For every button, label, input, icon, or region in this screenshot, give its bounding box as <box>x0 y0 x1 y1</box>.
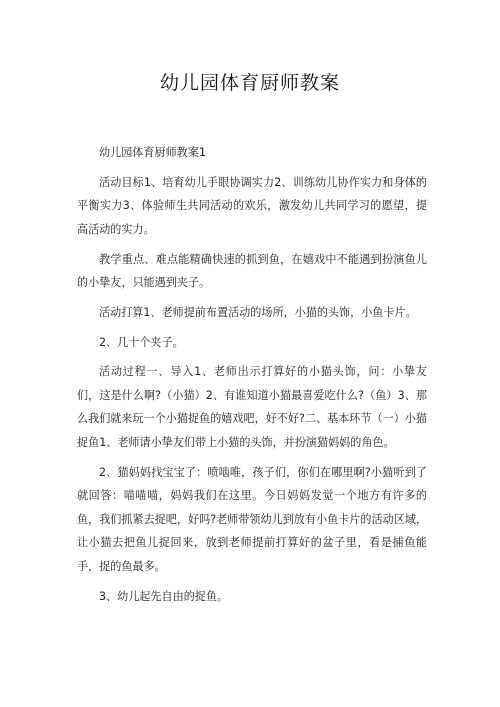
document-body <box>77 141 427 614</box>
paragraph-mother-cat: 2、猫妈妈找宝宝了：喷啮唯，孩子们，你们在哪里啊?小猫听到了就回答：喵喵喵，妈妈我们在这里。今日妈妈发觉一个地方有许多的鱼，我们抓紧去捉吧，好吗?老师带领幼儿到放有小鱼卡片的活动区域，让小猫去把鱼儿捉回来，放到老师提前打算好的盆子里，看是捕鱼能手，捉的鱼最多。 <box>77 465 427 573</box>
paragraph-free-catch: 3、幼儿起先自由的捉鱼。 <box>99 589 229 603</box>
paragraph-materials: 2、几十个夹子。 <box>99 335 184 349</box>
paragraph-heading: 幼儿园体育厨师教案1 <box>99 146 206 159</box>
paragraph-goals: 活动目标1、培育幼儿手眼协调实力2、训练幼儿协作实力和身体的平衡实力3、体验师生共同活动的欢乐，激发幼儿共同学习的愿望，提高活动的实力。 <box>77 175 427 236</box>
paragraph-key-points: 教学重点、难点能精确快速的抓到鱼，在嬉戏中不能遇到扮演鱼儿的小挚友，只能遇到夹子。 <box>77 252 427 290</box>
document-title: 幼儿园体育厨师教案 <box>159 72 340 94</box>
paragraph-preparation: 活动打算1、老师提前布置活动的场所，小猫的头饰，小鱼卡片。 <box>99 305 417 319</box>
paragraph-process: 活动过程一、导入1、老师出示打算好的小猫头饰，问：小挚友们，这是什么啊?（小猫）2、有谁知道小猫最喜爱吃什么?（鱼）3、那么我们就来玩一个小猫捉鱼的嬉戏吧，好不好?二、基本环节（一）小猫捉鱼1、老师请小挚友们带上小猫的头饰，并扮演猫妈妈的角色。 <box>77 365 427 449</box>
